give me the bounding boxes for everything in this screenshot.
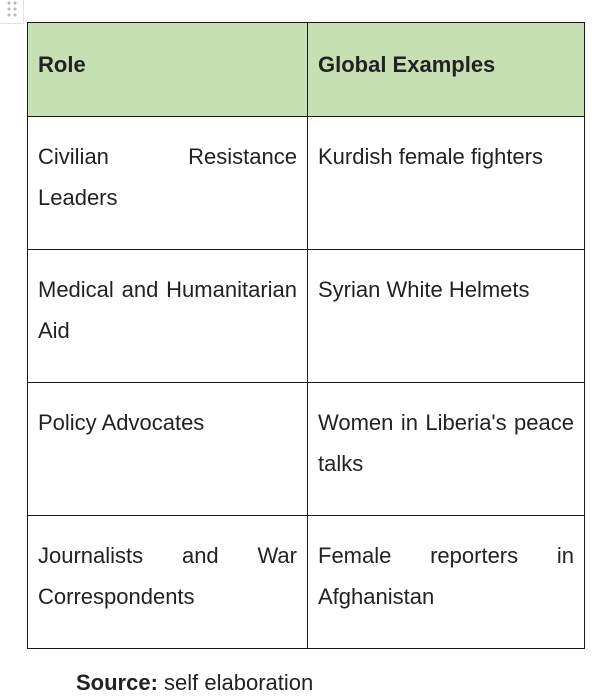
table-row bbox=[28, 516, 585, 649]
header-role: Role bbox=[28, 23, 308, 117]
drag-handle-icon bbox=[6, 0, 18, 18]
example-cell: Kurdish female fighters bbox=[308, 117, 585, 250]
table-header-row bbox=[28, 23, 585, 117]
example-cell: Female reporters in Afghanistan bbox=[308, 516, 585, 649]
example-cell: Syrian White Helmets bbox=[308, 250, 585, 383]
example-cell: Women in Liberia's peace talks bbox=[308, 383, 585, 516]
source-label: Source: bbox=[76, 670, 158, 695]
source-text: self elaboration bbox=[164, 670, 314, 695]
header-global-examples: Global Examples bbox=[308, 23, 585, 117]
table-row bbox=[28, 250, 585, 383]
role-cell: Journalists and War Correspondents bbox=[28, 516, 308, 649]
table-row bbox=[28, 117, 585, 250]
role-cell: Civilian Resistance Leaders bbox=[28, 117, 308, 250]
source-caption bbox=[76, 665, 313, 700]
role-cell: Medical and Humanitarian Aid bbox=[28, 250, 308, 383]
role-cell: Policy Advocates bbox=[28, 383, 308, 516]
roles-table bbox=[27, 22, 585, 649]
table-row bbox=[28, 383, 585, 516]
table-drag-handle[interactable] bbox=[0, 0, 24, 24]
